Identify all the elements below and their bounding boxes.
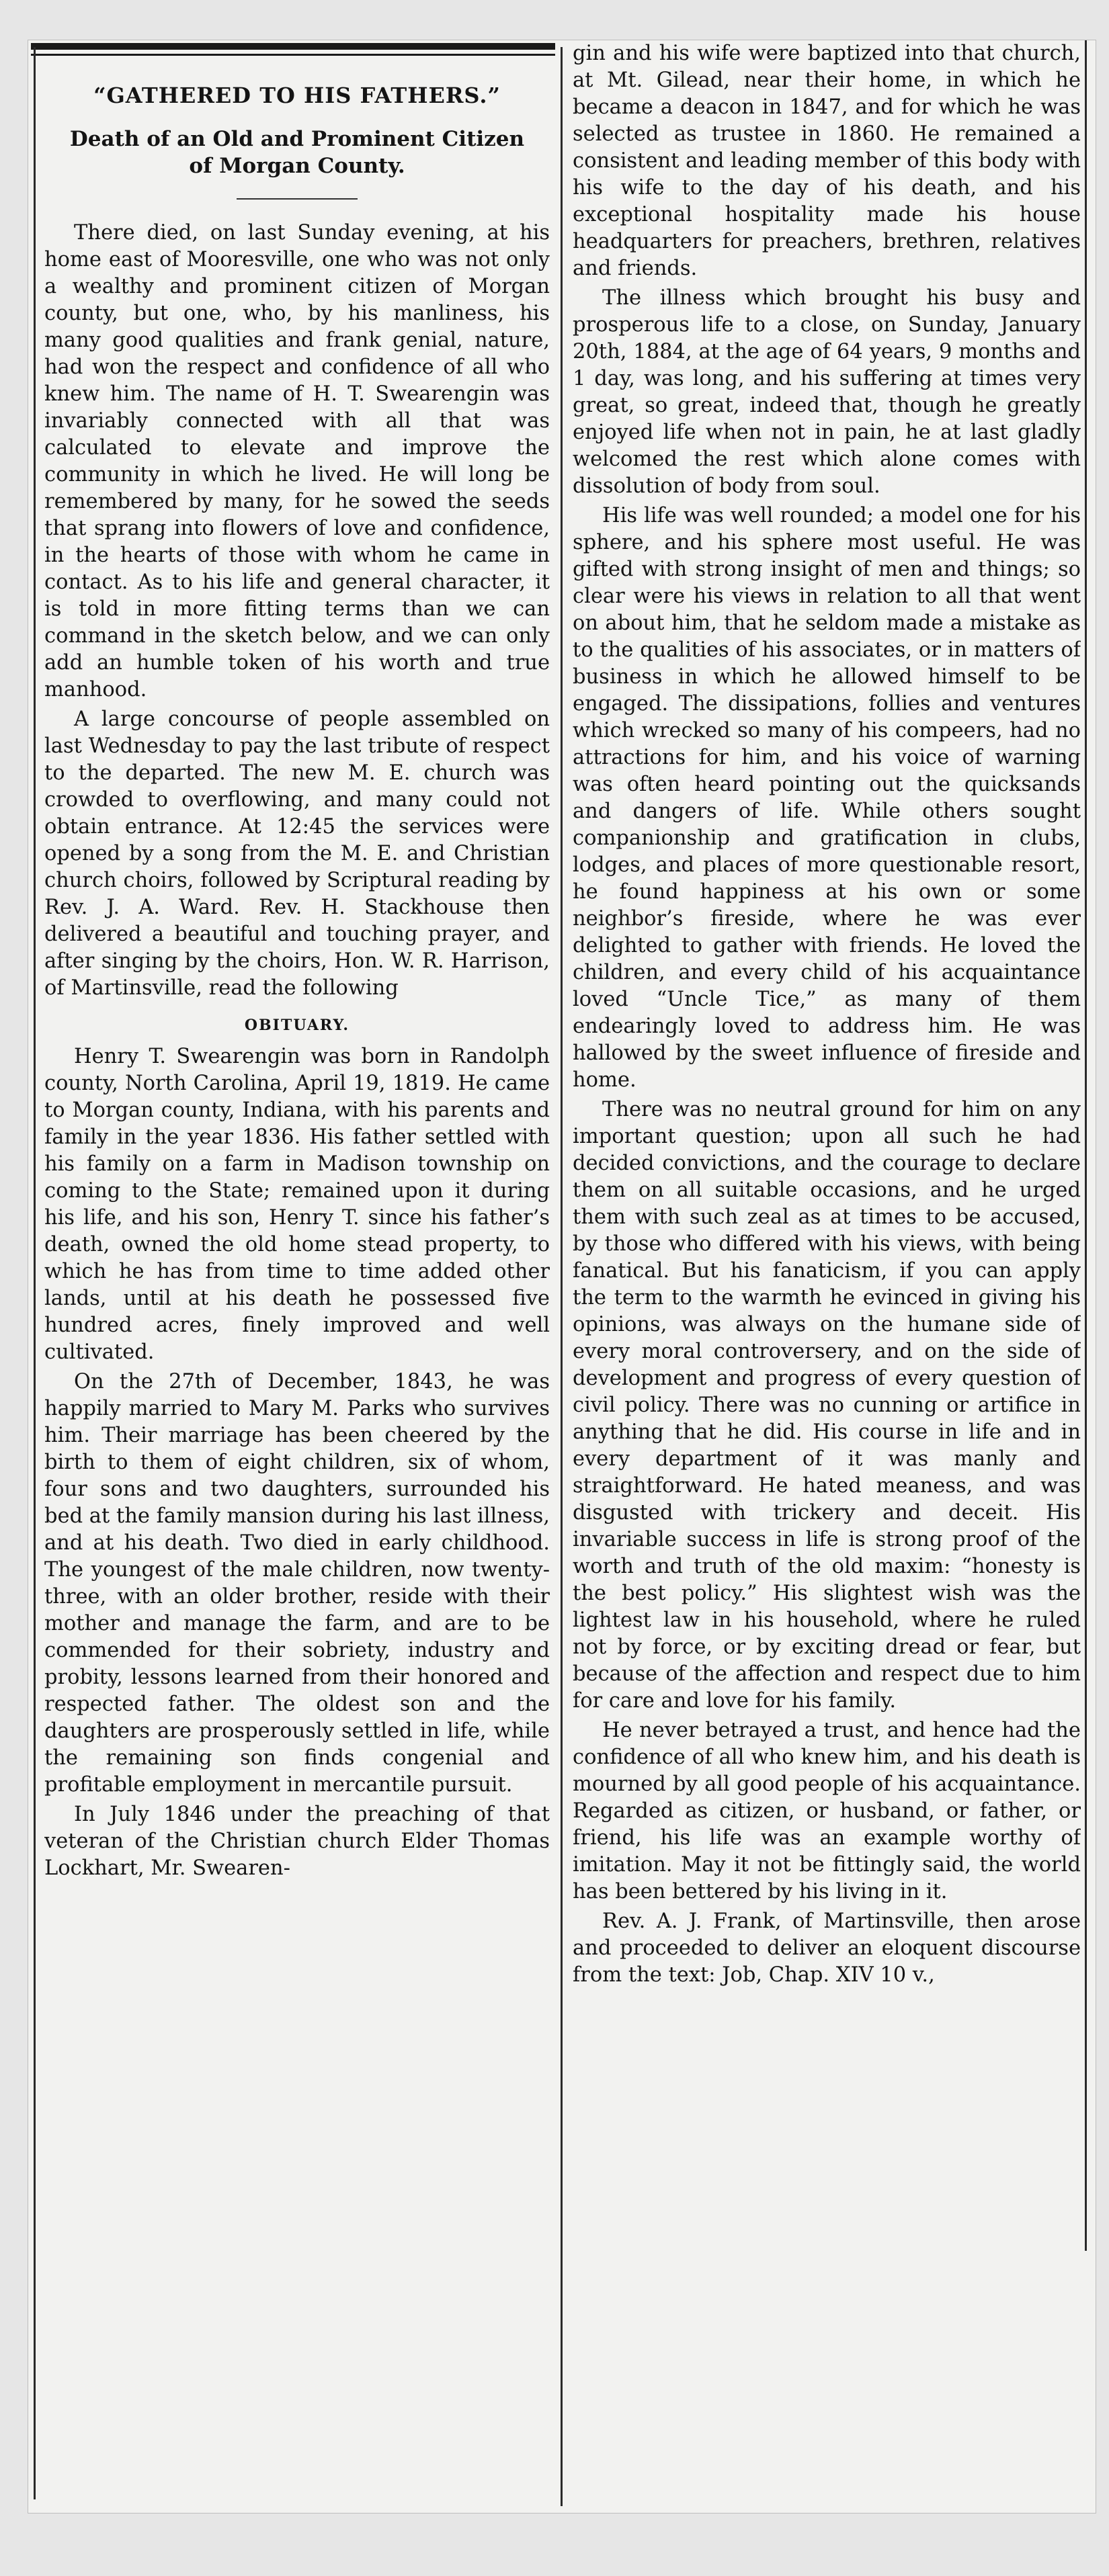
right-border-rule: [1085, 40, 1087, 2251]
article-deck: Death of an Old and Prominent Citizen of Morgan County.: [69, 127, 525, 178]
left-column: [44, 64, 550, 2483]
column-divider-rule: [561, 47, 563, 2506]
article-headline: “GATHERED TO HIS FATHERS.”: [93, 83, 501, 108]
continued-paragraph-5: He never betrayed a trust, and hence had the confidence of all who knew him, and his death is mourned by all good people of his acquaintance. Regarded as citizen, or husband, or father, or friend, his life was an example worthy of imitation. May it not be fittingly said, the world has been bettered by his living in it.: [573, 1719, 1081, 1903]
continued-paragraph-2: The illness which brought his busy and prosperous life to a close, on Sunday, January 20th, 1884, at the age of 64 years, 9 months and 1 day, was long, and his suffering at times very great, so great, indeed that, though he greatly enjoyed life when not in pain, he at last gladly welcomed the rest which alone comes with dissolution of body from soul.: [573, 286, 1081, 498]
continued-paragraph-3: His life was well rounded; a model one for his sphere, and his sphere most useful. He was gifted with strong insight of men and things; so clear were his views in relation to all that went on about him, that he seldom made a mistake as to the qualities of his associates, or in matters of business in which he allowed himself to be engaged. The dissipations, follies and ventures which wrecked so many of his compeers, had no attractions for him, and his voice of warning was often heard pointing out the quicksands and dangers of life. While others sought companionship and gratification in clubs, lodges, and places of more questionable resort, he found happiness at his own or some neighbor’s fireside, where he was ever delighted to gather with friends. He loved the children, and every child of his acquaintance loved “Uncle Tice,” as many of them endearingly loved to address him. He was hallowed by the sweet influence of fireside and home.: [573, 504, 1081, 1092]
top-heavy-rule: [31, 43, 555, 50]
obituary-paragraph-3: In July 1846 under the preaching of that veteran of the Christian church Elder Thomas Lockhart, Mr. Swearen-: [44, 1803, 550, 1880]
left-border-rule: [34, 47, 36, 2499]
intro-paragraph-2: A large concourse of people assembled on last Wednesday to pay the last tribute of respect to the departed. The new M. E. church was crowded to overflowing, and many could not obtain entrance. At 12:45 the services were opened by a song from the M. E. and Christian church choirs, followed by Scriptural reading by Rev. J. A. Ward. Rev. H. Stackhouse then delivered a beautiful and touching prayer, and after singing by the choirs, Hon. W. R. Harrison, of Martinsville, read the following: [44, 707, 550, 1000]
obituary-heading: OBITUARY.: [244, 1017, 350, 1034]
right-column: [573, 40, 1081, 2486]
deck-rule: [237, 198, 358, 200]
obituary-paragraph-2: On the 27th of December, 1843, he was happily married to Mary M. Parks who survives him. Their marriage has been cheered by the birth to them of eight children, six of whom, four sons and two daughters, surrounded his bed at the family mansion during his last illness, and at his death. Two died in early childhood. The youngest of the male children, now twenty-three, with an older brother, reside with their mother and manage the farm, and are to be commended for their sobriety, industry and probity, lessons learned from their honored and respected father. The oldest son and the daughters are prosperously settled in life, while the remaining son finds congenial and profitable employment in mercantile pursuit.: [44, 1370, 550, 1797]
top-thin-rule: [31, 54, 555, 56]
continued-paragraph-4: There was no neutral ground for him on any important question; upon all such he had decided convictions, and the courage to declare them on all suitable occasions, and he urged them with such zeal as at times to be accused, by those who differed with his views, with being fanatical. But his fanaticism, if you can apply the term to the warmth he evinced in giving his opinions, was always on the humane side of every moral controversery, and on the side of development and progress of every question of civil policy. There was no cunning or artifice in anything that he did. His course in life and in every department of it was manly and straightforward. He hated meaness, and was disgusted with trickery and deceit. His invariable success in life is strong proof of the worth and truth of the old maxim: “honesty is the best policy.” His slightest wish was the lightest law in his household, where he ruled not by force, or by exciting dread or fear, but because of the affection and respect due to him for care and love for his family.: [573, 1098, 1081, 1713]
intro-paragraph-1: There died, on last Sunday evening, at his home east of Mooresville, one who was not only a wealthy and prominent citizen of Morgan county, but one, who, by his manliness, his many good qualities and frank genial, nature, had won the respect and confidence of all who knew him. The name of H. T. Swearengin was invariably connected with all that was calculated to elevate and improve the community in which he lived. He will long be remembered by many, for he sowed the seeds that sprang into flowers of love and confidence, in the hearts of those with whom he came in contact. As to his life and general character, it is told in more fitting terms than we can command in the sketch below, and we can only add an humble token of his worth and true manhood.: [44, 221, 550, 701]
continued-paragraph-6: Rev. A. J. Frank, of Martinsville, then arose and proceeded to deliver an eloquent discourse from the text: Job, Chap. XIV 10 v.,: [573, 1909, 1081, 1987]
obituary-paragraph-1: Henry T. Swearengin was born in Randolph county, North Carolina, April 19, 1819. He came to Morgan county, Indiana, with his parents and family in the year 1836. His father settled with his family on a farm in Madison township on coming to the State; remained upon it during his life, and his son, Henry T. since his father’s death, owned the old home stead property, to which he has from time to time added other lands, until at his death he possessed five hundred acres, finely improved and well cultivated.: [44, 1045, 550, 1364]
continued-paragraph-1: gin and his wife were baptized into that church, at Mt. Gilead, near their home, in which he became a deacon in 1847, and for which he was selected as trustee in 1860. He remained a consistent and leading member of this body with his wife to the day of his death, and his exceptional hospitality made his house headquarters for preachers, brethren, relatives and friends.: [573, 42, 1081, 280]
